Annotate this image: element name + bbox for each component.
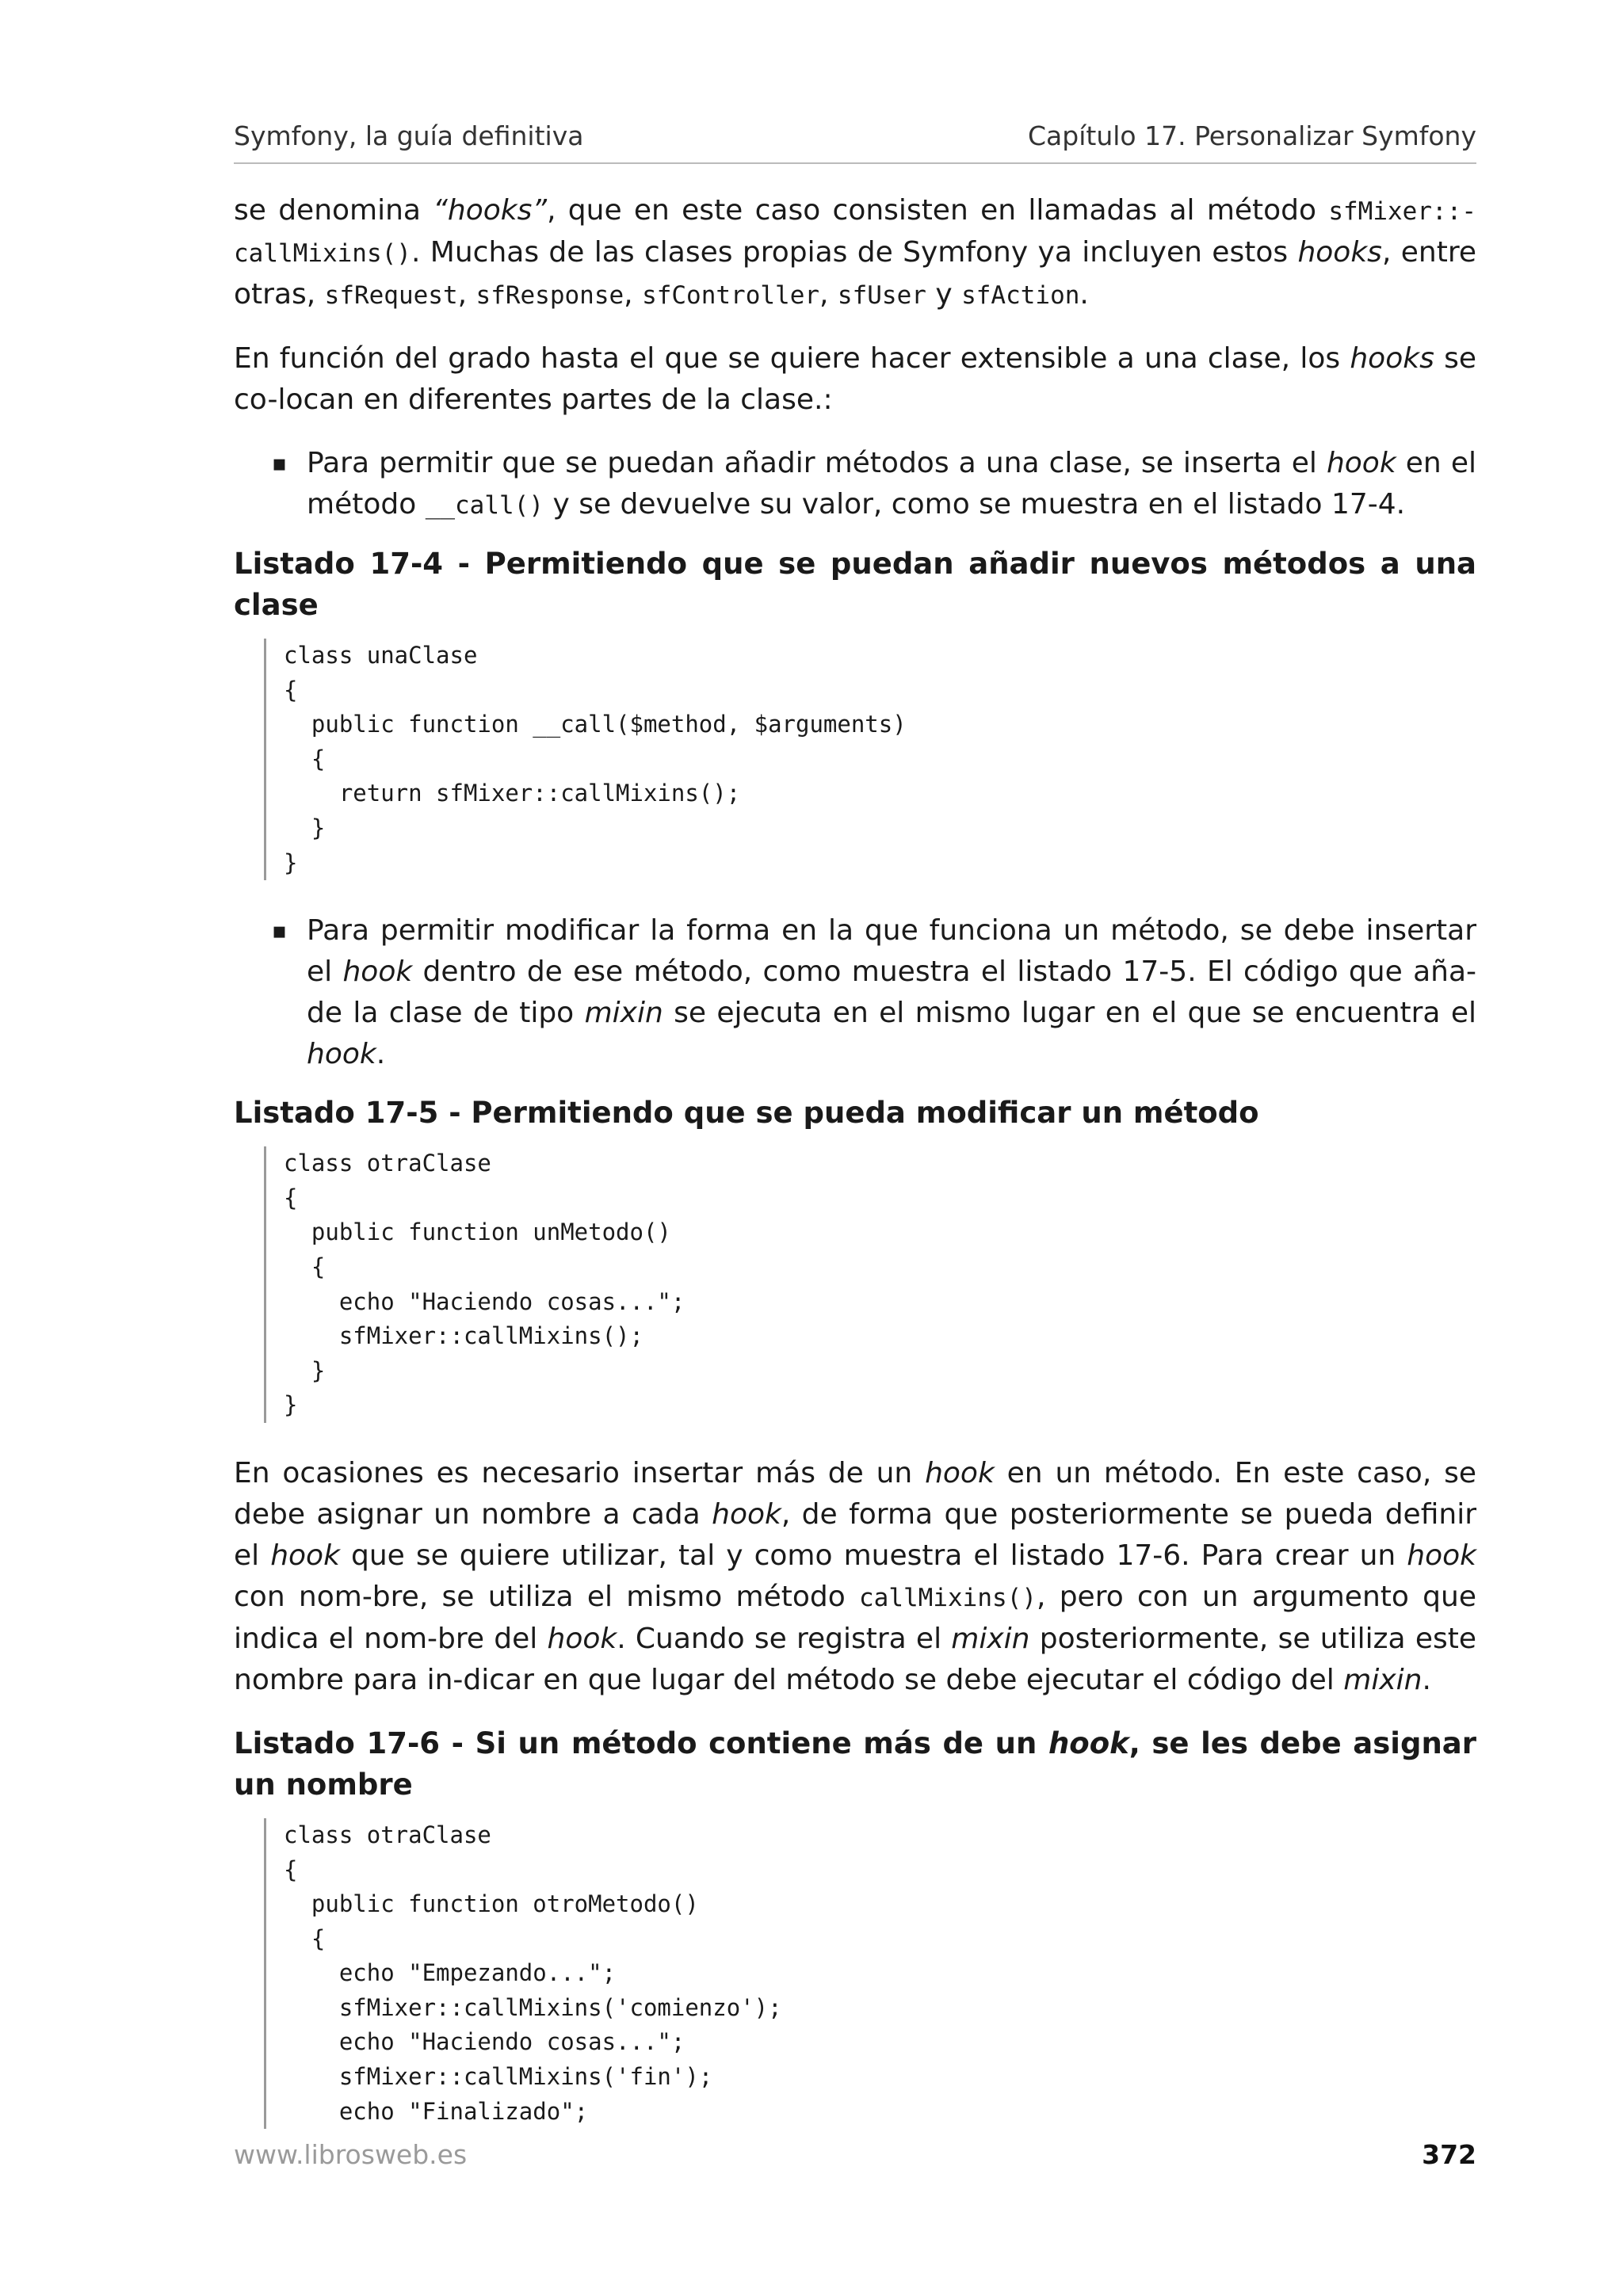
paragraph-named-hooks [234,1453,1476,1701]
code-line: class otraClase [284,1150,491,1177]
text: se ejecuta en el mismo lugar en el que se encuentra el [663,997,1476,1030]
text: . [1079,278,1089,311]
listing-17-4-title: Listado 17-4 - Permitiendo que se puedan añadir nuevos métodos a una clase [234,547,1476,622]
emphasis: hook [712,1497,781,1531]
text: dentro de ese método, como muestra el listado 17-5. El código que aña-de la clase de tipo [307,955,1476,1030]
text: , [624,278,643,311]
code-line: sfMixer::callMixins(); [284,1322,643,1350]
text: , [819,278,838,311]
paragraph-hooks-intro [234,190,1476,316]
code-line: } [284,1356,326,1384]
emphasis: mixin [951,1622,1030,1655]
bullet-item-modify-method [307,910,1476,1075]
running-header [234,120,1476,164]
text: , se les debe asignar un nombre [234,1726,1477,1802]
emphasis: hook [1407,1539,1476,1572]
bullet-item-add-methods [307,443,1476,526]
listing-17-6-title [234,1723,1476,1806]
running-footer [234,2139,1476,2170]
header-chapter-title: Capítulo 17. Personalizar Symfony [1028,120,1476,151]
text: . [376,1038,386,1071]
code-line: { [284,1924,326,1952]
emphasis: hook [270,1539,340,1572]
text: que se quiere utilizar, tal y como muestra el listado 17-6. Para crear un [339,1539,1407,1572]
emphasis: “hooks” [433,194,548,227]
inline-code: sfMixer::-callMixins() [234,197,1476,268]
text: se denomina [234,194,433,227]
listing-17-5-title: Listado 17-5 - Permitiendo que se pueda modificar un método [234,1096,1259,1131]
page-body [234,190,1476,2159]
text: . Muchas de las clases propias de Symfony ya incluyen estos [411,236,1298,269]
emphasis: hook [307,1038,376,1071]
text: con nom-bre, se utiliza el mismo método [234,1580,860,1613]
emphasis: hooks [1297,236,1382,269]
code-line: class otraClase [284,1821,491,1848]
emphasis: hooks [1350,342,1434,375]
text: en el método [307,447,1476,521]
code-line: sfMixer::callMixins('fin'); [284,2063,713,2091]
text: . Cuando se registra el [617,1622,952,1655]
code-line: { [284,1253,326,1280]
emphasis: hook [547,1622,617,1655]
inline-code: __call() [425,491,544,520]
inline-code: sfAction [961,281,1080,310]
code-line: echo "Haciendo cosas..."; [284,1287,685,1315]
emphasis: hook [342,955,413,989]
text: y [926,278,962,311]
text: , pero con un argumento que indica el nom-bre del [234,1580,1476,1655]
code-line: { [284,745,326,772]
code-line: public function unMetodo() [284,1219,671,1246]
code-line: { [284,1855,298,1883]
emphasis: mixin [584,997,663,1030]
text: En función del grado hasta el que se quiere hacer extensible a una clase, los [234,342,1350,375]
code-listing-17-6 [264,1818,1476,2129]
footer-website: www.librosweb.es [234,2139,468,2170]
code-line: echo "Haciendo cosas..."; [284,2028,685,2056]
inline-code: sfController [642,281,820,310]
text: . [1422,1663,1431,1696]
code-line: return sfMixer::callMixins(); [284,780,741,807]
text: se co-locan en diferentes partes de la clase.: [234,342,1476,416]
paragraph-hook-placement [234,338,1476,421]
emphasis: hook [1326,447,1396,479]
header-book-title: Symfony, la guía definitiva [234,120,584,151]
code-line: { [284,676,298,704]
inline-code: callMixins() [859,1583,1037,1612]
code-line: } [284,1391,298,1419]
code-line: echo "Empezando..."; [284,1959,617,1987]
text: en un método. En este caso, se debe asignar un nombre a cada [234,1456,1476,1531]
text: Listado 17-6 - Si un método contiene más de un [234,1726,1048,1760]
code-line: public function __call($method, $arguments) [284,711,907,738]
inline-code: sfRequest [324,281,458,310]
text: Para permitir que se puedan añadir métodos a una clase, se inserta el [307,447,1327,479]
emphasis: hook [925,1456,995,1489]
code-listing-17-5 [264,1146,1476,1423]
bullet-list [234,910,1476,1075]
code-line: { [284,1184,298,1211]
emphasis: hook [1048,1726,1129,1760]
text: En ocasiones es necesario insertar más de un [234,1456,926,1489]
code-line: class unaClase [284,642,478,669]
text: posteriormente, se utiliza este nombre para in-dicar en que lugar del método se debe ejecutar el código del [234,1622,1476,1696]
text: , [457,278,476,311]
code-line: echo "Finalizado"; [284,2097,589,2125]
code-line: sfMixer::callMixins('comienzo'); [284,1993,782,2021]
text: , de forma que posteriormente se pueda definir el [234,1497,1477,1572]
inline-code: sfResponse [475,281,624,310]
inline-code: sfUser [837,281,926,310]
code-listing-17-4 [264,639,1476,880]
code-line: } [284,849,298,876]
emphasis: mixin [1343,1663,1423,1696]
text: , entre otras, [234,236,1476,311]
page [234,0,1476,2296]
text: Para permitir modificar la forma en la que funciona un método, se debe insertar el [307,914,1476,989]
code-line: } [284,814,326,841]
text: , que en este caso consisten en llamadas al método [547,194,1329,227]
bullet-list [234,443,1476,526]
page-number: 372 [1422,2139,1476,2170]
text: y se devuelve su valor, como se muestra en el listado 17-4. [544,488,1406,521]
code-line: public function otroMetodo() [284,1890,699,1918]
